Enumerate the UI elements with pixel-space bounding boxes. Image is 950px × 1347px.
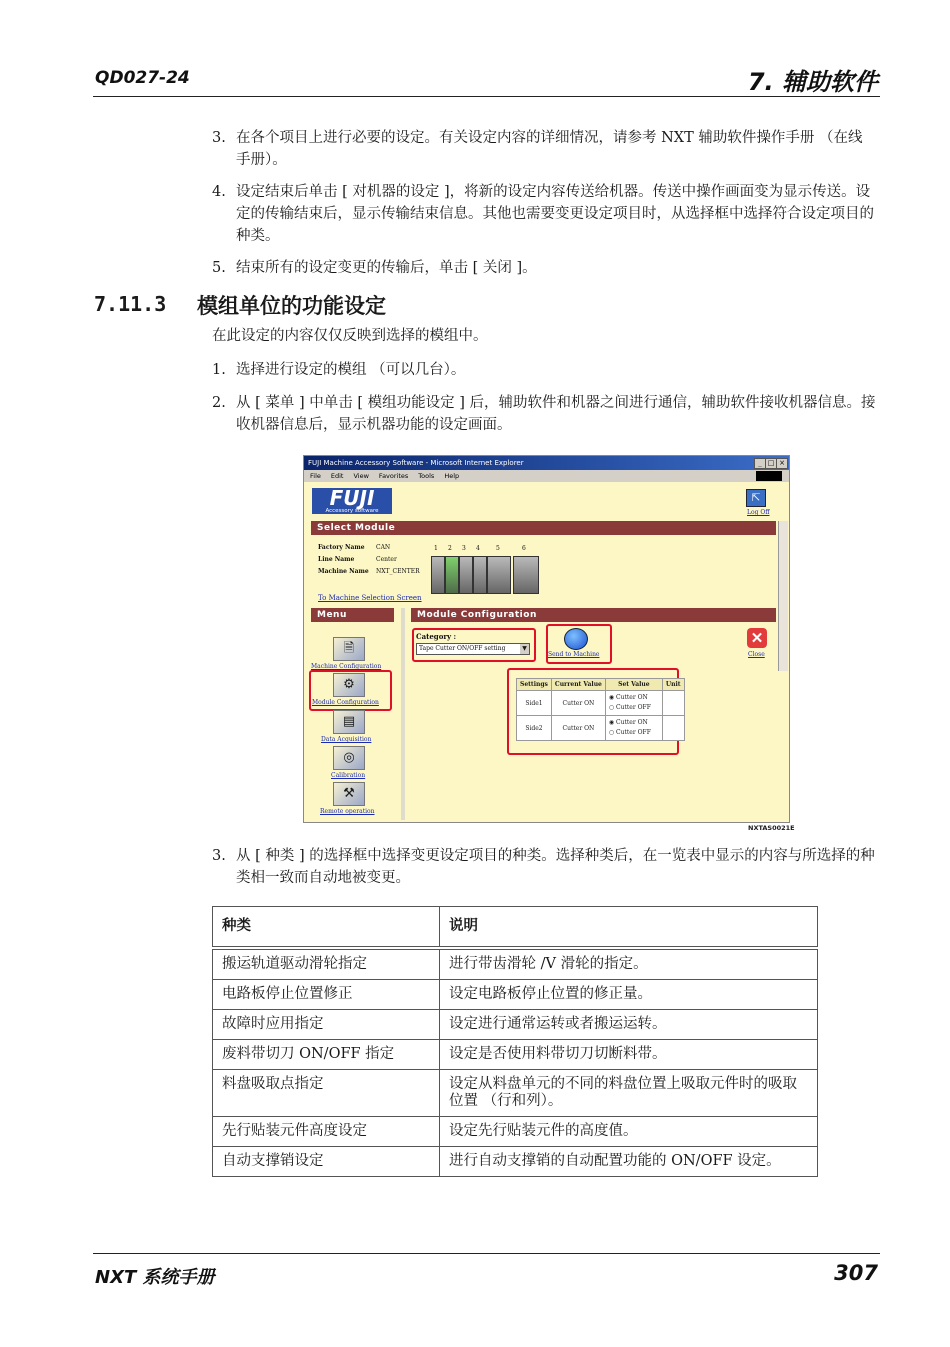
step-5-top bbox=[212, 257, 876, 279]
factory-label: Factory Name bbox=[318, 544, 365, 551]
figure-id: NXTAS0021E bbox=[748, 824, 795, 832]
slot-number: 6 bbox=[522, 545, 526, 552]
description-cell: 设定是否使用料带切刀切断料带。 bbox=[440, 1040, 818, 1070]
col-header: Current Value bbox=[551, 679, 605, 691]
step-number: 3. bbox=[212, 130, 226, 146]
table-row bbox=[517, 691, 685, 716]
step-number: 4. bbox=[212, 184, 226, 200]
description-cell: 进行自动支撑销的自动配置功能的 ON/OFF 设定。 bbox=[440, 1147, 818, 1177]
radio-on[interactable]: ◉ Cutter ON bbox=[608, 694, 648, 701]
header-category: 种类 bbox=[213, 907, 440, 949]
page-number: 307 bbox=[834, 1261, 878, 1285]
table-row bbox=[213, 948, 818, 980]
calibration-icon[interactable]: ◎ bbox=[333, 746, 365, 770]
maximize-button[interactable]: □ bbox=[765, 458, 777, 469]
step-text: 设定结束后单击 [ 对机器的设定 ]，将新的设定内容传送给机器。传送中操作画面变为显示传送。设定的传输结束后，显示传输结束信息。其他也需要变更设定项目时，从选择框中选择符合设定项目的种类。 bbox=[236, 184, 874, 244]
slot-number: 5 bbox=[496, 545, 500, 552]
logo-subtitle: Accessory software bbox=[325, 508, 379, 514]
table-row bbox=[213, 1117, 818, 1147]
col-header: Set Value bbox=[605, 679, 662, 691]
module-slot-1[interactable] bbox=[431, 556, 445, 594]
set-value-cell bbox=[605, 716, 662, 741]
table-row bbox=[213, 1147, 818, 1177]
menu-file[interactable]: File bbox=[310, 472, 321, 480]
category-cell: 料盘吸取点指定 bbox=[213, 1070, 440, 1117]
setting-cell: Side2 bbox=[517, 716, 552, 741]
chevron-down-icon[interactable]: ▼ bbox=[520, 644, 529, 654]
chapter-title: 7. 辅助软件 bbox=[747, 68, 878, 96]
table-row bbox=[517, 716, 685, 741]
menu-favorites[interactable]: Favorites bbox=[378, 472, 409, 480]
table-row bbox=[213, 1010, 818, 1040]
header-rule bbox=[93, 96, 880, 97]
window-title: FUJI Machine Accessory Software - Microsoft Internet Explorer bbox=[308, 459, 524, 467]
description-cell: 进行带齿滑轮 /V 滑轮的指定。 bbox=[440, 948, 818, 980]
category-cell: 故障时应用指定 bbox=[213, 1010, 440, 1040]
category-cell: 搬运轨道驱动滑轮指定 bbox=[213, 948, 440, 980]
module-slot-5[interactable] bbox=[487, 556, 511, 594]
setting-cell: Side1 bbox=[517, 691, 552, 716]
send-to-machine-link[interactable]: Send to Machine bbox=[548, 651, 600, 658]
module-slot-6[interactable] bbox=[513, 556, 539, 594]
current-value-cell: Cutter ON bbox=[551, 691, 605, 716]
category-cell: 电路板停止位置修正 bbox=[213, 980, 440, 1010]
table-row bbox=[213, 980, 818, 1010]
description-cell: 设定进行通常运转或者搬运运转。 bbox=[440, 1010, 818, 1040]
line-label: Line Name bbox=[318, 556, 355, 563]
menu-bar: Menu bbox=[311, 608, 394, 622]
section-title: 模组单位的功能设定 bbox=[197, 294, 386, 318]
menu-machine-configuration[interactable]: Machine Configuration bbox=[311, 663, 382, 670]
frame-divider bbox=[401, 608, 405, 820]
category-value: Tape Cutter ON/OFF setting bbox=[419, 645, 506, 652]
col-header: Unit bbox=[662, 679, 684, 691]
logoff-link[interactable]: Log Off bbox=[747, 509, 770, 516]
radio-off[interactable]: ○ Cutter OFF bbox=[608, 729, 651, 736]
machine-label: Machine Name bbox=[318, 568, 369, 575]
menu-view[interactable]: View bbox=[353, 472, 369, 480]
radio-on[interactable]: ◉ Cutter ON bbox=[608, 719, 648, 726]
browser-menubar bbox=[304, 470, 789, 482]
minimize-button[interactable]: _ bbox=[754, 458, 766, 469]
description-cell: 设定先行贴装元件的高度值。 bbox=[440, 1117, 818, 1147]
fuji-logo: FUJI bbox=[312, 488, 392, 514]
window-titlebar bbox=[304, 456, 789, 470]
menu-calibration[interactable]: Calibration bbox=[331, 772, 366, 779]
menu-edit[interactable]: Edit bbox=[330, 472, 344, 480]
category-cell: 废料带切刀 ON/OFF 指定 bbox=[213, 1040, 440, 1070]
send-icon[interactable] bbox=[564, 628, 588, 650]
section-number: 7.11.3 bbox=[94, 292, 167, 316]
category-cell: 自动支撑销设定 bbox=[213, 1147, 440, 1177]
table-row bbox=[213, 1040, 818, 1070]
step-text: 结束所有的设定变更的传输后，单击 [ 关闭 ]。 bbox=[236, 260, 537, 276]
section-intro: 在此设定的内容仅仅反映到选择的模组中。 bbox=[212, 328, 488, 344]
category-label: Category : bbox=[416, 632, 457, 641]
col-header: Settings bbox=[517, 679, 552, 691]
module-configuration-bar: Module Configuration bbox=[411, 608, 776, 622]
radio-off[interactable]: ○ Cutter OFF bbox=[608, 704, 651, 711]
remote-operation-icon[interactable]: ⚒ bbox=[333, 782, 365, 806]
step-3-top bbox=[212, 127, 876, 171]
menu-help[interactable]: Help bbox=[444, 472, 460, 480]
menu-remote-operation[interactable]: Remote operation bbox=[320, 808, 375, 815]
unit-cell bbox=[662, 716, 684, 741]
footer-rule bbox=[93, 1253, 880, 1254]
machine-config-icon[interactable]: 🗎 bbox=[333, 637, 365, 661]
category-cell: 先行贴装元件高度设定 bbox=[213, 1117, 440, 1147]
step-text: 从 [ 菜单 ] 中单击 [ 模组功能设定 ] 后，辅助软件和机器之间进行通信，辅助软件接收机器信息。接收机器信息后，显示机器功能的设定画面。 bbox=[236, 395, 876, 433]
app-screenshot bbox=[303, 455, 790, 823]
category-select[interactable] bbox=[416, 643, 530, 655]
select-module-bar: Select Module bbox=[311, 521, 776, 535]
close-window-button[interactable]: × bbox=[776, 458, 788, 469]
windows-logo-icon bbox=[756, 471, 782, 481]
slot-number: 2 bbox=[448, 545, 452, 552]
slot-number: 4 bbox=[476, 545, 480, 552]
description-cell: 设定从料盘单元的不同的料盘位置上吸取元件时的吸取位置 （行和列）。 bbox=[440, 1070, 818, 1117]
logoff-icon[interactable]: ⇱ bbox=[746, 489, 766, 507]
current-value-cell: Cutter ON bbox=[551, 716, 605, 741]
slot-number: 1 bbox=[434, 545, 438, 552]
step-4-top bbox=[212, 181, 876, 247]
doc-code: QD027-24 bbox=[95, 68, 190, 88]
set-value-cell bbox=[605, 691, 662, 716]
slot-number: 3 bbox=[462, 545, 466, 552]
menu-tools[interactable]: Tools bbox=[418, 472, 435, 480]
to-machine-selection-link[interactable]: To Machine Selection Screen bbox=[318, 594, 422, 602]
step-text: 选择进行设定的模组 （可以几台）。 bbox=[236, 362, 466, 378]
table-row bbox=[213, 1070, 818, 1117]
module-config-icon[interactable]: ⚙ bbox=[333, 673, 365, 697]
header-description: 说明 bbox=[440, 907, 818, 949]
step-text: 从 [ 种类 ] 的选择框中选择变更设定项目的种类。选择种类后，在一览表中显示的内容与所选择的种类相一致而自动地被变更。 bbox=[236, 848, 875, 886]
settings-table bbox=[516, 678, 685, 741]
step-3-bottom bbox=[212, 845, 876, 889]
unit-cell bbox=[662, 691, 684, 716]
step-number: 2. bbox=[212, 395, 226, 411]
category-table bbox=[212, 906, 818, 1177]
module-slot-3[interactable] bbox=[459, 556, 473, 594]
menu-module-configuration[interactable]: Module Configuration bbox=[312, 699, 379, 706]
line-value: Center bbox=[376, 556, 397, 563]
step-text: 在各个项目上进行必要的设定。有关设定内容的详细情况，请参考 NXT 辅助软件操作手册 （在线手册）。 bbox=[236, 130, 863, 168]
manual-title: NXT 系统手册 bbox=[95, 1267, 215, 1288]
step-number: 3. bbox=[212, 848, 226, 864]
step-number: 5. bbox=[212, 260, 226, 276]
module-slot-2[interactable] bbox=[445, 556, 459, 594]
factory-value: CAN bbox=[376, 544, 391, 551]
close-link[interactable]: Close bbox=[748, 651, 765, 658]
step-2-mid bbox=[212, 392, 876, 436]
data-acquisition-icon[interactable]: ▤ bbox=[333, 710, 365, 734]
step-number: 1. bbox=[212, 362, 226, 378]
description-cell: 设定电路板停止位置的修正量。 bbox=[440, 980, 818, 1010]
menu-data-acquisition[interactable]: Data Acquisition bbox=[321, 736, 372, 743]
scrollbar[interactable] bbox=[778, 521, 788, 671]
machine-value: NXT_CENTER bbox=[376, 568, 420, 575]
step-1-mid bbox=[212, 359, 876, 381]
module-slot-4[interactable] bbox=[473, 556, 487, 594]
close-icon[interactable]: ✕ bbox=[747, 628, 767, 648]
